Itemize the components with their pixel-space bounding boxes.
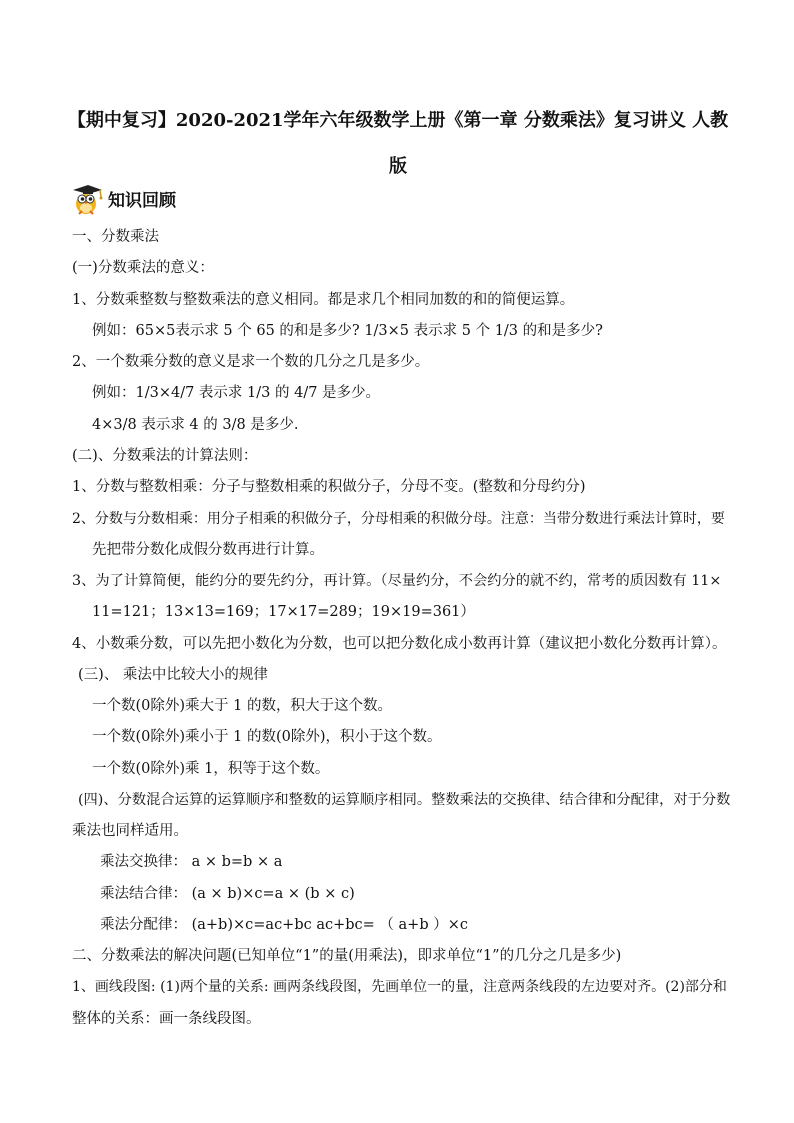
text-line: 乘法交换律： a × b=b × a: [100, 854, 283, 870]
section-title: 知识回顾: [108, 190, 176, 211]
text-line: 例如：1/3×4/7 表示求 1/3 的 4/7 是多少。: [92, 385, 381, 401]
text-line: 2、分数与分数相乘：用分子相乘的积做分子，分母相乘的积做分母。注意：当带分数进行乘法计算时，要: [72, 511, 725, 527]
text-line: 4×3/8 表示求 4 的 3/8 是多少.: [92, 417, 299, 433]
text-line: 1、画线段图: (1)两个量的关系: 画两条线段图，先画单位一的量，注意两条线段的左边要对齐。(2)部分和: [72, 979, 727, 995]
text-line: 例如：65×5表示求 5 个 65 的和是多少? 1/3×5 表示求 5 个 1/3 的和是多少?: [92, 323, 603, 339]
text-line: 一、分数乘法: [72, 229, 159, 245]
document-title: 【期中复习】2020-2021学年六年级数学上册《第一章 分数乘法》复习讲义 人教版: [67, 110, 729, 177]
text-line: 乘法结合律： (a × b)×c=a × (b × c): [100, 886, 355, 902]
text-line: 3、为了计算简便，能约分的要先约分，再计算。（尽量约分，不会约分的就不约，常考的质因数有 11×: [72, 573, 722, 589]
text-line: 11=121；13×13=169；17×17=289；19×19=361）: [92, 604, 475, 620]
text-line: (二)、分数乘法的计算法则：: [72, 448, 258, 464]
text-line: 乘法也同样适用。: [72, 823, 188, 839]
text-line: 一个数(0除外)乘小于 1 的数(0除外)，积小于这个数。: [92, 729, 442, 745]
text-line: 2、一个数乘分数的意义是求一个数的几分之几是多少。: [72, 354, 430, 370]
text-line: (三)、 乘法中比较大小的规律: [78, 667, 268, 683]
text-line: 1、分数与整数相乘：分子与整数相乘的积做分子，分母不变。(整数和分母约分): [72, 479, 586, 495]
text-line: (四)、分数混合运算的运算顺序和整数的运算顺序相同。整数乘法的交换律、结合律和分配律，对于分数: [78, 792, 731, 808]
text-line: 一个数(0除外)乘 1，积等于这个数。: [92, 761, 330, 777]
text-line: 整体的关系：画一条线段图。: [72, 1011, 261, 1027]
text-line: 二、分数乘法的解决问题(已知单位“1”的量(用乘法)，即求单位“1”的几分之几是多少): [72, 948, 622, 964]
text-line: 乘法分配律： (a+b)×c=ac+bc ac+bc= （ a+b ）×c: [100, 917, 468, 933]
text-line: (一)分数乘法的意义：: [72, 260, 214, 276]
section-header: [70, 180, 176, 216]
text-line: 1、分数乘整数与整数乘法的意义相同。都是求几个相同加数的和的简便运算。: [72, 292, 575, 308]
owl-scholar-icon: [70, 180, 104, 216]
text-line: 一个数(0除外)乘大于 1 的数，积大于这个数。: [92, 698, 392, 714]
text-line: 先把带分数化成假分数再进行计算。: [92, 542, 324, 558]
text-line: 4、小数乘分数，可以先把小数化为分数，也可以把分数化成小数再计算（建议把小数化分数再计算）。: [72, 636, 727, 652]
